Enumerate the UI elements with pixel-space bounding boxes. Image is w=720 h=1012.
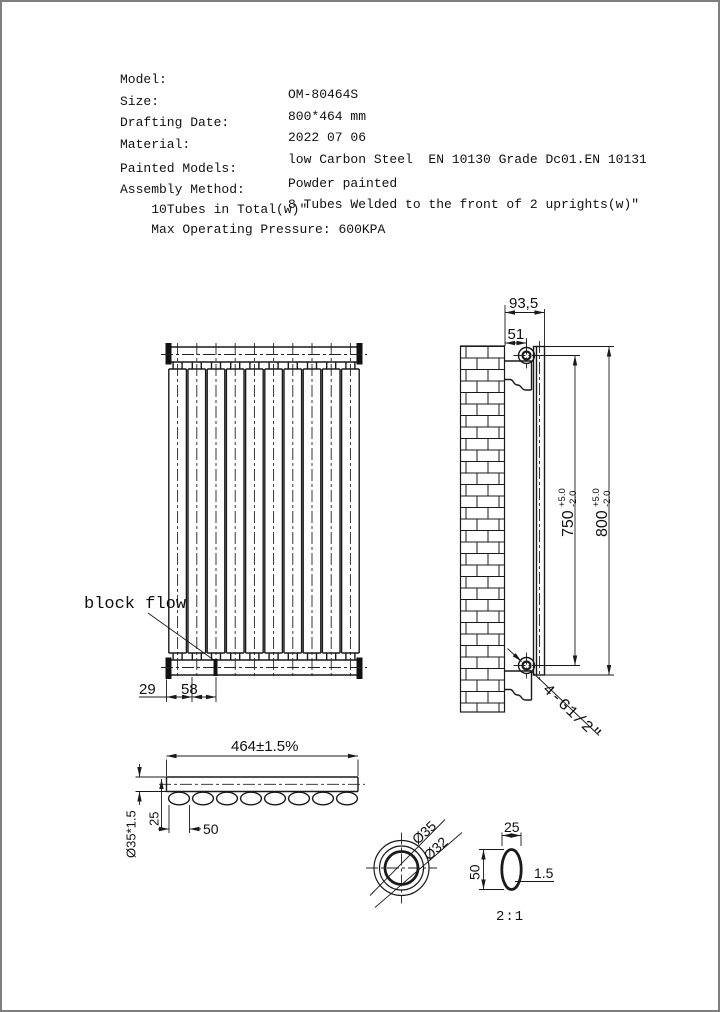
- oval-wall-label: 1.5: [534, 865, 554, 881]
- spec-label: Max Operating Pressure:: [151, 222, 331, 237]
- wall-bracket-bottom: [505, 671, 532, 700]
- end-cap: [166, 658, 172, 680]
- spec-label: Size:: [120, 94, 160, 109]
- svg-text:-2.0: -2.0: [568, 490, 579, 507]
- spec-value: 600KPA: [338, 222, 386, 237]
- dim-464: 464±1.5%: [231, 738, 299, 755]
- dim-51: 51: [507, 326, 525, 343]
- side-view: [461, 295, 615, 745]
- spec-label: Drafting Date:: [120, 115, 230, 130]
- bottom-view: [124, 738, 366, 858]
- svg-text:800: 800: [594, 510, 611, 537]
- wall: [461, 346, 505, 712]
- svg-text:25: 25: [146, 811, 162, 826]
- spec-label: Assembly Method:: [120, 182, 245, 197]
- radiator-side-panel: [534, 347, 545, 676]
- tube-oval: [241, 792, 262, 805]
- block-flow-label: block flow: [84, 595, 187, 614]
- spec-value: 8 Tubes Welded to the front of 2 uprights(w)″: [288, 197, 640, 212]
- spec-value: low Carbon Steel EN 10130 Grade Dc01.EN 10131: [288, 152, 647, 167]
- front-view: [84, 343, 367, 702]
- wall-bracket-top: [505, 361, 532, 390]
- connection-label: [539, 681, 605, 745]
- spec-value: 800*464 mm: [288, 109, 367, 124]
- spec-value: Powder painted: [288, 176, 398, 191]
- spec-value: 2022 07 06: [288, 130, 367, 145]
- svg-text:Ø35: Ø35: [408, 817, 440, 848]
- spec-continuation: 10Tubes in Total(w)″: [151, 202, 308, 217]
- svg-text:750: 750: [560, 510, 577, 537]
- dim-58: 58: [181, 681, 198, 698]
- oval-height-label: [467, 864, 483, 880]
- tube-oval: [289, 792, 310, 805]
- spec-label: Model:: [120, 72, 167, 87]
- dim-750-label: [557, 488, 579, 537]
- svg-text:+5.0: +5.0: [557, 488, 568, 507]
- dim-pitch-label: 50: [203, 821, 219, 837]
- technical-drawing: [2, 2, 718, 1010]
- radiator-tubes: [169, 362, 359, 660]
- spec-value: OM-80464S: [288, 87, 359, 102]
- oval-tube-section: [502, 850, 521, 890]
- dim-29: 29: [139, 681, 156, 698]
- dim-800-label: [591, 488, 613, 537]
- tube-oval: [265, 792, 286, 805]
- block-flow-mark: [214, 659, 218, 676]
- end-cap: [357, 658, 363, 680]
- tube-ovals: [169, 792, 358, 805]
- tube-oval: [217, 792, 238, 805]
- svg-text:4-G1/2″: 4-G1/2″: [538, 680, 605, 745]
- svg-text:50: 50: [466, 864, 483, 880]
- tube-oval: [313, 792, 334, 805]
- detail-scale: 2:1: [496, 909, 525, 925]
- spec-label: Material:: [120, 137, 191, 152]
- detail-views: [366, 817, 554, 925]
- oval-width-label: 25: [504, 819, 520, 835]
- svg-text:+5.0: +5.0: [591, 488, 602, 507]
- tube-oval: [169, 792, 190, 805]
- end-cap: [357, 343, 363, 365]
- tube-oval: [193, 792, 214, 805]
- spec-label: Painted Models:: [120, 161, 238, 176]
- svg-text:Ø32: Ø32: [420, 833, 451, 864]
- dim-93-5: 93,5: [509, 295, 539, 312]
- svg-text:Ø35*1.5: Ø35*1.5: [123, 810, 139, 858]
- dim-tube-label: [124, 810, 139, 858]
- dim-depth-label: [147, 812, 162, 826]
- end-cap: [166, 343, 172, 365]
- tube-oval: [337, 792, 358, 805]
- svg-text:-2.0: -2.0: [602, 490, 613, 507]
